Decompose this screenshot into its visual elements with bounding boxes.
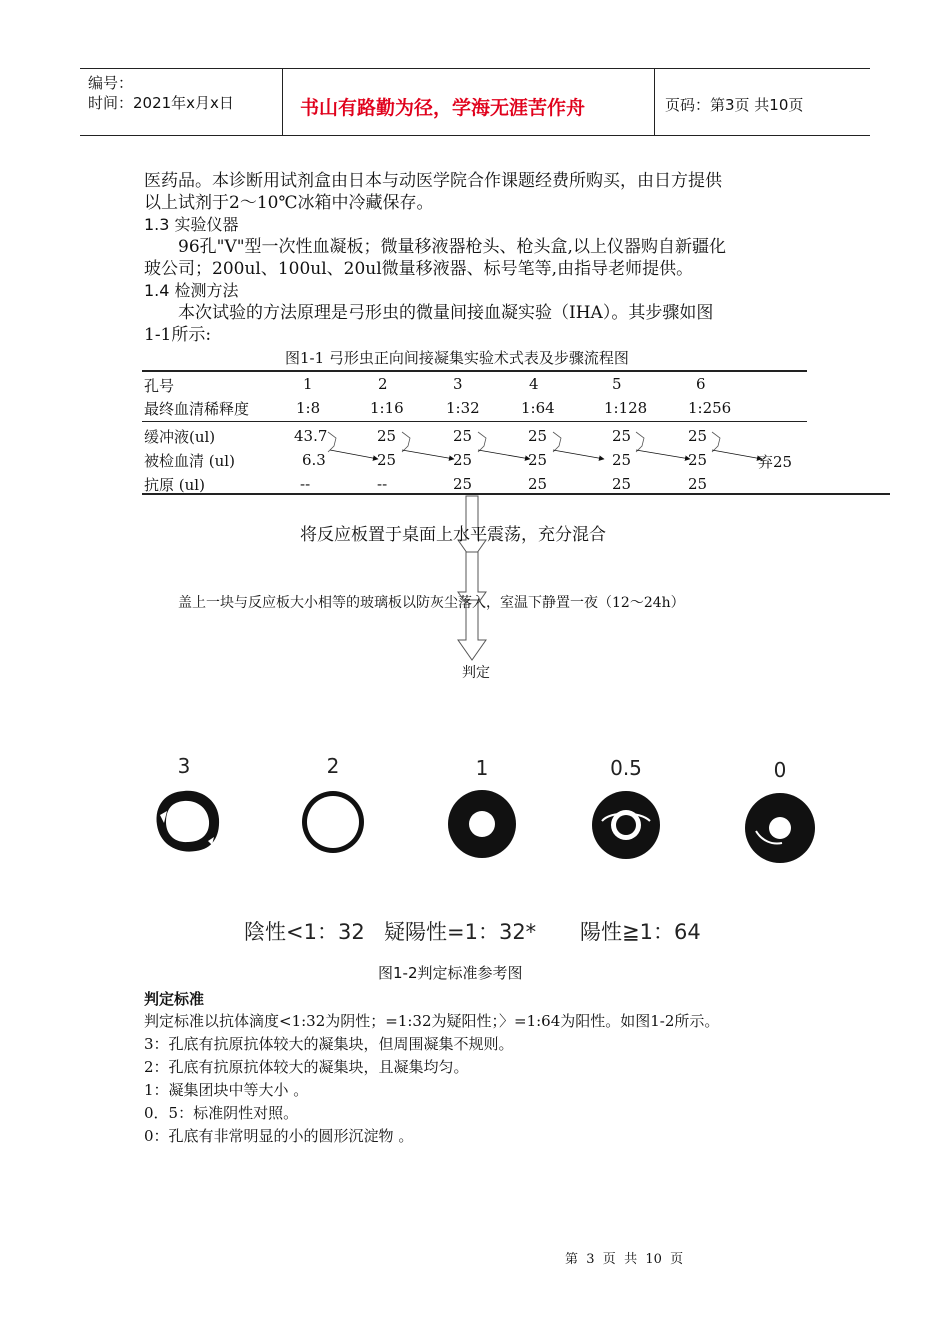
well-grade-05 [592, 791, 660, 859]
arrow-4-5 [553, 450, 604, 459]
row-label-hole: 孔号 [144, 377, 175, 395]
legend-negative: 陰性<1：32 [244, 920, 365, 944]
dilution-6: 1:256 [688, 399, 732, 417]
well-grade-2 [302, 791, 364, 853]
serum-5: 25 [612, 451, 632, 469]
buffer-2: 25 [377, 427, 397, 445]
serum-2: 25 [377, 451, 397, 469]
row-label-serum: 被检血清 (ul) [144, 452, 235, 470]
para2-line1: 96孔"V"型一次性血凝板；微量移液器枪头、枪头盒,以上仪器购自新疆化 [178, 237, 726, 257]
hole-6: 6 [696, 375, 706, 393]
hole-1: 1 [303, 375, 313, 393]
discard-label: 弃25 [758, 453, 793, 471]
criteria-line4: 1：凝集团块中等大小 。 [144, 1081, 309, 1099]
bracket-1 [328, 432, 336, 452]
buffer-6: 25 [688, 427, 708, 445]
arrow-5-6 [636, 450, 690, 459]
dilution-1: 1:8 [296, 399, 321, 417]
buffer-3: 25 [453, 427, 473, 445]
hole-4: 4 [529, 375, 539, 393]
arrow-2-3 [402, 450, 454, 459]
bracket-2 [402, 432, 410, 452]
row-label-dilution: 最终血清稀释度 [144, 400, 250, 418]
serum-1: 6.3 [302, 451, 326, 469]
doc-number: 编号： [88, 74, 134, 92]
para1-line2: 以上试剂于2～10℃冰箱中冷藏保存。 [144, 193, 434, 213]
bracket-3 [478, 432, 486, 452]
grade-label-1: 1 [475, 756, 489, 780]
hole-3: 3 [453, 375, 463, 393]
antigen-6: 25 [688, 475, 708, 493]
arrow-1-2 [330, 450, 378, 459]
dilution-5: 1:128 [604, 399, 648, 417]
flow-step-3: 判定 [462, 665, 490, 681]
para3-line2: 1-1所示: [144, 325, 212, 345]
serum-6: 25 [688, 451, 708, 469]
antigen-4: 25 [528, 475, 548, 493]
antigen-2: -- [377, 475, 388, 493]
grade-label-3: 3 [177, 754, 191, 778]
buffer-4: 25 [528, 427, 548, 445]
row-label-antigen: 抗原 (ul) [144, 476, 205, 494]
bracket-5 [636, 432, 644, 452]
flow-step-2: 盖上一块与反应板大小相等的玻璃板以防灰尘落入，室温下静置一夜（12～24h） [178, 595, 685, 611]
antigen-5: 25 [612, 475, 632, 493]
para2-line2: 玻公司；200ul、100ul、20ul微量移液器、标号笔等,由指导老师提供。 [144, 259, 694, 279]
heading-1-3: 1.3 实验仪器 [144, 215, 239, 234]
judgement-figure [140, 745, 840, 955]
legend-positive: 陽性≧1：64 [580, 920, 701, 944]
criteria-line3: 2：孔底有抗原抗体较大的凝集块，且凝集均匀。 [144, 1058, 469, 1076]
criteria-line6: 0：孔底有非常明显的小的圆形沉淀物 。 [144, 1127, 414, 1145]
hole-2: 2 [378, 375, 388, 393]
buffer-5: 25 [612, 427, 632, 445]
grade-label-2: 2 [326, 754, 340, 778]
page-footer: 第 3 页 共 10 页 [565, 1252, 684, 1267]
criteria-line2: 3：孔底有抗原抗体较大的凝集块，但周围凝集不规则。 [144, 1035, 514, 1053]
table-caption: 图1-1 弓形虫正向间接凝集实验术式表及步骤流程图 [285, 349, 629, 367]
serum-3: 25 [453, 451, 473, 469]
bracket-4 [553, 432, 561, 452]
arrow-6-discard [712, 450, 762, 459]
antigen-1: -- [300, 475, 311, 493]
well-grade-3 [157, 791, 220, 852]
criteria-line1: 判定标准以抗体滴度<1:32为阴性；=1:32为疑阳性；〉=1:64为阳性。如图1-2所示。 [144, 1012, 720, 1030]
grade-label-0: 0 [773, 758, 787, 782]
heading-1-4: 1.4 检测方法 [144, 281, 239, 300]
buffer-1: 43.7 [294, 427, 328, 445]
dilution-4: 1:64 [521, 399, 555, 417]
criteria-title: 判定标准 [144, 990, 205, 1008]
well-grade-0 [745, 793, 815, 863]
page-number-header: 页码：第3页 共10页 [665, 96, 804, 114]
para1-line1: 医药品。本诊断用试剂盒由日本与动医学院合作课题经费所购买，由日方提供 [144, 171, 722, 191]
criteria-line5: 0．5：标准阴性对照。 [144, 1104, 299, 1122]
bracket-6 [712, 432, 720, 452]
dilution-3: 1:32 [446, 399, 480, 417]
para3-line1: 本次试验的方法原理是弓形虫的微量间接血凝实验（IHA）。其步骤如图 [178, 303, 714, 323]
row-label-buffer: 缓冲液(ul) [144, 428, 216, 446]
antigen-3: 25 [453, 475, 473, 493]
header-motto: 书山有路勤为径，学海无涯苦作舟 [300, 97, 586, 119]
doc-date: 时间：2021年x月x日 [88, 94, 234, 112]
arrow-3-4 [478, 450, 530, 459]
serum-4: 25 [528, 451, 548, 469]
well-grade-1 [448, 790, 516, 858]
grade-label-05: 0.5 [610, 756, 642, 780]
dilution-2: 1:16 [370, 399, 404, 417]
hole-5: 5 [612, 375, 622, 393]
legend-suspicious: 疑陽性=1：32* [384, 920, 537, 944]
flow-step-1: 将反应板置于桌面上水平震荡，充分混合 [300, 525, 606, 545]
figure-caption: 图1-2判定标准参考图 [378, 964, 523, 982]
